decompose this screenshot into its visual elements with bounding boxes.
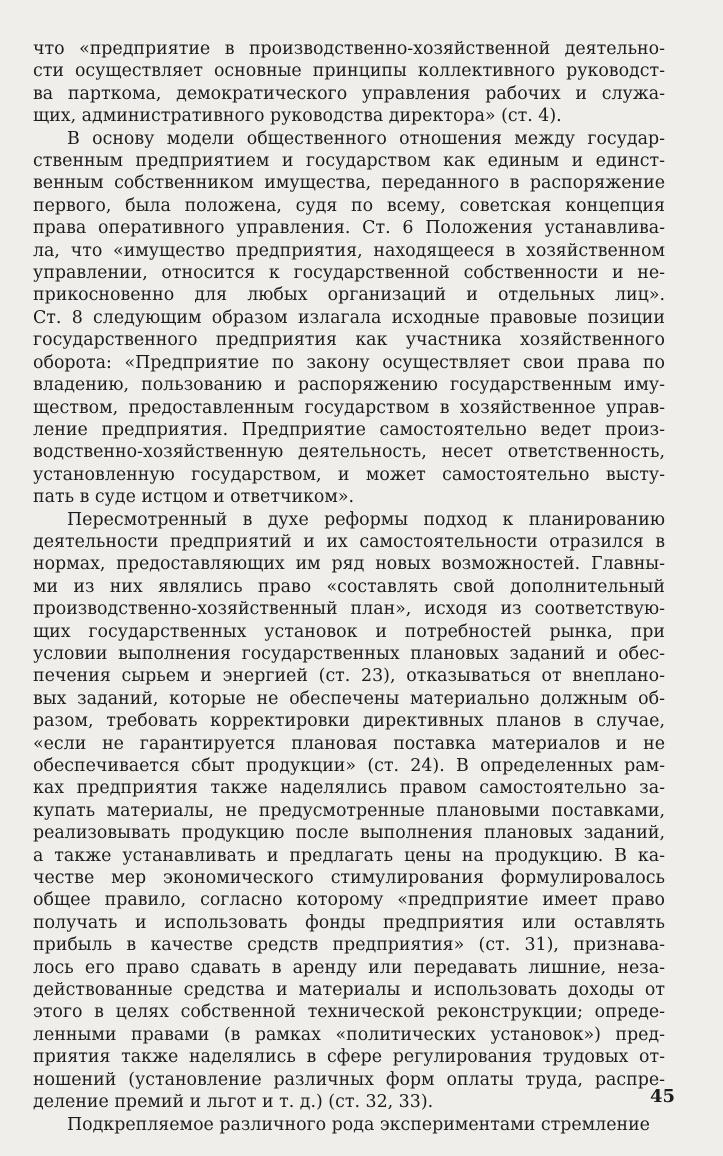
text-line: права оперативного управления. Ст. 6 Положения устанавлива- bbox=[33, 218, 665, 239]
text-line: реализовывать продукцию после выполнения плановых заданий, bbox=[33, 823, 665, 844]
text-line: ление предприятия. Предприятие самостоятельно ведет произ- bbox=[33, 419, 665, 440]
paragraph-3 bbox=[33, 509, 665, 1114]
text-line: ленными правами (в рамках «политических установок») пред- bbox=[33, 1024, 665, 1045]
text-line: «если не гарантируется плановая поставка материалов и не bbox=[33, 733, 665, 754]
text-line: владению, пользованию и распоряжению государственным иму- bbox=[33, 375, 665, 396]
text-line: государственного предприятия как участника хозяйственного bbox=[33, 330, 665, 351]
text-line: общее правило, согласно которому «предприятие имеет право bbox=[33, 890, 665, 911]
text-line: что «предприятие в производственно-хозяйственной деятельно- bbox=[33, 39, 665, 59]
text-line: пать в суде истцом и ответчиком». bbox=[33, 487, 355, 508]
text-line: печения сырьем и энергией (ст. 23), отказываться от внеплано- bbox=[33, 666, 665, 687]
text-line: ственным предприятием и государством как единым и единст- bbox=[33, 151, 665, 172]
page-text bbox=[33, 38, 665, 1136]
text-line: прикосновенно для любых организаций и отдельных лиц». bbox=[33, 285, 665, 306]
text-line: сти осуществляет основные принципы коллективного руководст- bbox=[33, 61, 665, 82]
text-line: щих государственных установок и потребностей рынка, при bbox=[33, 621, 665, 642]
text-line: ношений (установление различных форм оплаты труда, распре- bbox=[33, 1069, 665, 1090]
paragraph-2 bbox=[33, 128, 665, 509]
text-line: лось его право сдавать в аренду или передавать лишние, неза- bbox=[33, 957, 665, 978]
text-line: купать материалы, не предусмотренные плановыми поставками, bbox=[33, 800, 665, 821]
text-line: ках предприятия также наделялись правом самостоятельно за- bbox=[33, 778, 665, 799]
text-line: управлении, относится к государственной собственности и не- bbox=[33, 263, 665, 284]
text-line: оборота: «Предприятие по закону осуществляет свои права по bbox=[33, 352, 665, 373]
text-line: деятельности предприятий и их самостоятельности отразился в bbox=[33, 531, 665, 552]
text-line: обеспечивается сбыт продукции» (ст. 24). В определенных рам- bbox=[33, 756, 665, 776]
text-line: Ст. 8 следующим образом излагала исходные правовые позиции bbox=[33, 307, 665, 328]
text-line: первого, была положена, судя по всему, советская концепция bbox=[33, 195, 665, 216]
text-line: Пересмотренный в духе реформы подход к планированию bbox=[67, 509, 665, 530]
text-line: а также устанавливать и предлагать цены на продукцию. В ка- bbox=[33, 845, 665, 866]
page-number: 45 bbox=[649, 1086, 675, 1107]
text-line: действованные средства и материалы и использовать доходы от bbox=[33, 980, 665, 1001]
text-line: деление премий и льгот и т. д.) (ст. 32, 33). bbox=[33, 1092, 434, 1113]
text-line: установленную государством, и может самостоятельно высту- bbox=[33, 464, 665, 485]
text-line: ва парткома, демократического управления рабочих и служа- bbox=[33, 83, 665, 104]
text-line: условии выполнения государственных плановых заданий и обес- bbox=[33, 643, 665, 664]
text-line: разом, требовать корректировки директивных планов в случае, bbox=[33, 711, 665, 732]
text-line: приятия также наделялись в сфере регулирования трудовых от- bbox=[33, 1047, 665, 1068]
paragraph-4 bbox=[33, 1114, 665, 1136]
text-line: прибыль в качестве средств предприятия» (ст. 31), признава- bbox=[33, 935, 665, 956]
paragraph-1 bbox=[33, 38, 665, 128]
text-line: этого в целях собственной технической реконструкции; опреде- bbox=[33, 1002, 665, 1023]
text-line: ла, что «имущество предприятия, находящееся в хозяйственном bbox=[33, 240, 665, 261]
text-line: получать и использовать фонды предприятия или оставлять bbox=[33, 912, 665, 933]
text-line: Подкрепляемое различного рода экспериментами стремление bbox=[67, 1114, 650, 1135]
text-line: ми из них являлись право «составлять свой дополнительный bbox=[33, 576, 665, 597]
text-line: ществом, предоставленным государством в хозяйственное управ- bbox=[33, 397, 665, 418]
text-line: производственно-хозяйственный план», исходя из соответствую- bbox=[33, 599, 665, 620]
text-line: нормах, предоставляющих им ряд новых возможностей. Главны- bbox=[33, 554, 665, 575]
text-line: водственно-хозяйственную деятельность, несет ответственность, bbox=[33, 442, 665, 463]
text-line: В основу модели общественного отношения между государ- bbox=[67, 128, 665, 149]
text-line: вых заданий, которые не обеспечены материально должным об- bbox=[33, 688, 665, 709]
text-line: честве мер экономического стимулирования формулировалось bbox=[33, 868, 665, 889]
text-line: щих, административного руководства директора» (ст. 4). bbox=[33, 106, 562, 127]
text-line: венным собственником имущества, переданного в распоряжение bbox=[33, 173, 665, 194]
